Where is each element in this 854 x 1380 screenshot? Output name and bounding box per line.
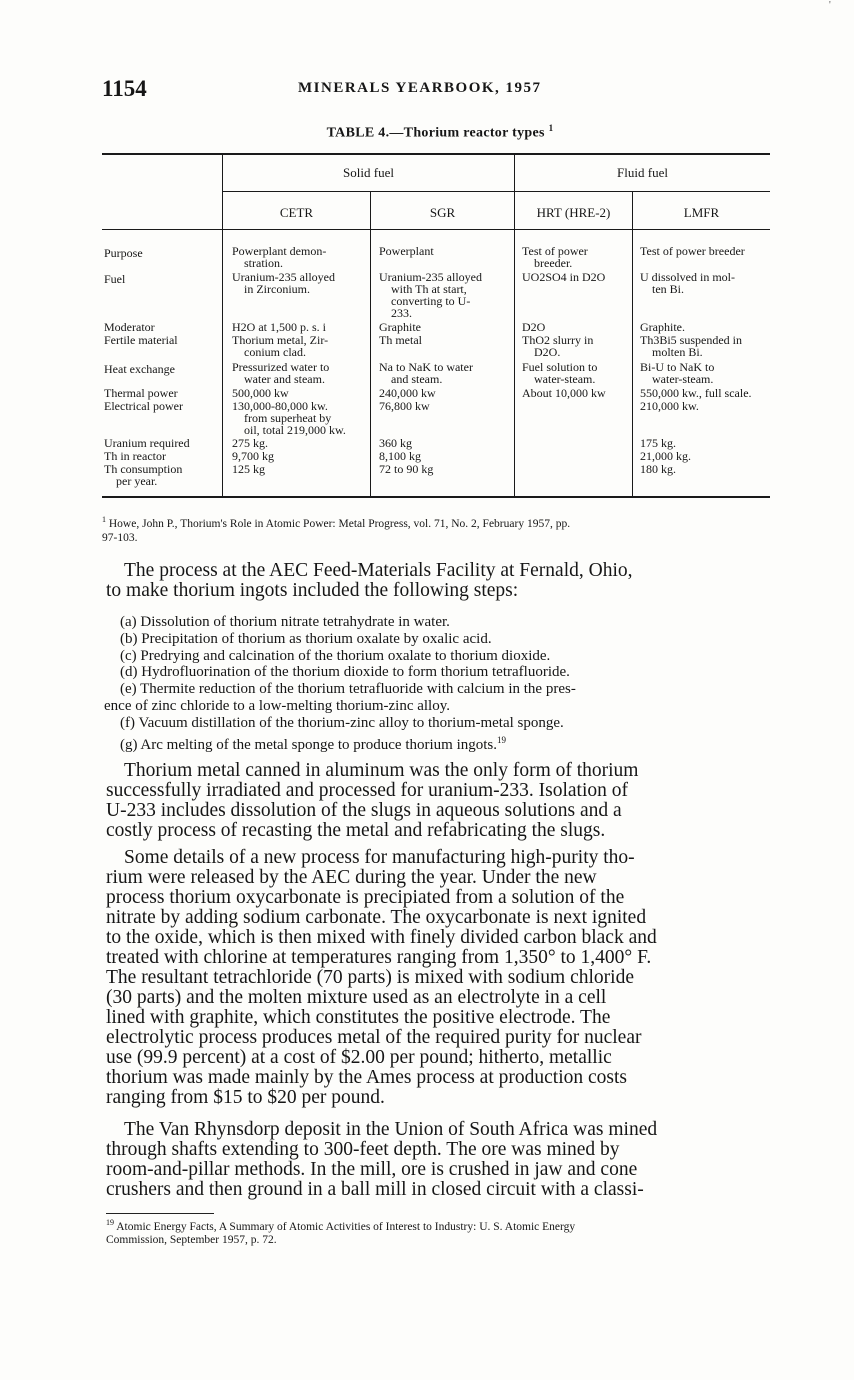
cell-line: 125 kg bbox=[232, 462, 265, 476]
cell-fertile-lmfr bbox=[640, 334, 742, 358]
column-header-lmfr: LMFR bbox=[683, 205, 720, 220]
table-caption-text: TABLE 4.—Thorium reactor types bbox=[326, 125, 545, 141]
corner-mark: ' bbox=[829, 0, 831, 11]
cell-line: UO2SO4 in D2O bbox=[522, 270, 606, 284]
cell-line: 76,800 kw bbox=[379, 399, 430, 413]
cell-thermal-lmfr bbox=[640, 387, 752, 399]
text-line: through shafts extending to 300-feet depth. The ore was mined by bbox=[106, 1139, 620, 1160]
cell-moderator-cetr bbox=[232, 321, 326, 333]
row-label-moderator bbox=[104, 321, 222, 333]
paragraph-thorium-metal bbox=[106, 761, 778, 841]
cell-line: Th metal bbox=[379, 333, 422, 347]
cell-line: 550,000 kw., full scale. bbox=[640, 386, 752, 400]
cell-thcons-cetr bbox=[232, 463, 265, 475]
text-line: costly process of recasting the metal and refabricating the slugs. bbox=[106, 820, 606, 841]
cell-line: Na to NaK to water bbox=[379, 360, 473, 374]
cell-line: from superheat by bbox=[244, 411, 332, 425]
text-line: lined with graphite, which constitutes the positive electrode. The bbox=[106, 1007, 611, 1028]
row-label-electrical-power bbox=[104, 400, 222, 412]
row-label-uranium-required bbox=[104, 437, 222, 449]
row-label-text: Th in reactor bbox=[104, 449, 166, 463]
cell-thermal-hrt bbox=[522, 387, 606, 399]
column-header-rule bbox=[102, 229, 770, 230]
cell-moderator-sgr bbox=[379, 321, 421, 333]
text-line: nitrate by adding sodium carbonate. The oxycarbonate is next ignited bbox=[106, 907, 647, 928]
cell-purpose-hrt bbox=[522, 245, 588, 269]
cell-purpose-sgr bbox=[379, 245, 434, 257]
column-header-hrt: HRT (HRE-2) bbox=[536, 205, 611, 220]
cell-line: 21,000 kg. bbox=[640, 449, 691, 463]
row-label-text: per year. bbox=[116, 474, 158, 488]
text-line: room-and-pillar methods. In the mill, ore is crushed in jaw and cone bbox=[106, 1159, 638, 1180]
cell-uranium-lmfr bbox=[640, 437, 676, 449]
row-label-text: Fertile material bbox=[104, 333, 178, 347]
cell-line: Powerplant bbox=[379, 244, 434, 258]
cell-line: molten Bi. bbox=[652, 345, 703, 359]
table-footnote-mark: 1 bbox=[102, 515, 106, 524]
cell-line: with Th at start, bbox=[391, 282, 467, 296]
footnote-ref-19: 19 bbox=[497, 734, 507, 745]
cell-line: Fuel solution to bbox=[522, 360, 598, 374]
row-label-text: Purpose bbox=[104, 246, 143, 260]
cell-line: Uranium-235 alloyed bbox=[232, 270, 335, 284]
table-footnote-line: Howe, John P., Thorium's Role in Atomic Power: Metal Progress, vol. 71, No. 2, February 1957, pp. bbox=[108, 517, 571, 530]
cell-line: water-steam. bbox=[652, 372, 714, 386]
text-line: The Van Rhynsdorp deposit in the Union of South Africa was mined bbox=[124, 1119, 658, 1140]
table-top-rule bbox=[102, 153, 770, 155]
process-step: (f) Vacuum distillation of the thorium-zinc alloy to thorium-metal sponge. bbox=[120, 714, 564, 731]
cell-line: Th3Bi5 suspended in bbox=[640, 333, 742, 347]
cell-electrical-lmfr bbox=[640, 400, 699, 412]
cell-heat-hrt bbox=[522, 361, 597, 385]
process-step-text: (g) Arc melting of the metal sponge to produce thorium ingots. bbox=[120, 736, 498, 753]
cell-line: Test of power breeder bbox=[640, 244, 745, 258]
cell-line: About 10,000 kw bbox=[522, 386, 606, 400]
column-header-sgr: SGR bbox=[429, 205, 456, 220]
cell-electrical-sgr bbox=[379, 400, 430, 412]
cell-purpose-cetr bbox=[232, 245, 326, 269]
cell-purpose-lmfr bbox=[640, 245, 745, 257]
text-line: use (99.9 percent) at a cost of $2.00 per pound; hitherto, metallic bbox=[106, 1047, 612, 1068]
cell-line: converting to U- bbox=[391, 294, 471, 308]
row-label-fertile-material bbox=[104, 334, 222, 346]
cell-threactor-lmfr bbox=[640, 450, 691, 462]
cell-line: H2O at 1,500 p. s. i bbox=[232, 320, 326, 334]
process-step: (e) Thermite reduction of the thorium tetrafluoride with calcium in the pres- bbox=[120, 681, 576, 698]
cell-line: U dissolved in mol- bbox=[640, 270, 735, 284]
text-line: treated with chlorine at temperatures ranging from 1,350° to 1,400° F. bbox=[106, 947, 652, 968]
row-label-text: Thermal power bbox=[104, 386, 178, 400]
cell-line: in Zirconium. bbox=[244, 282, 310, 296]
cell-moderator-lmfr bbox=[640, 321, 685, 333]
process-step-last bbox=[120, 732, 780, 754]
cell-line: 8,100 kg bbox=[379, 449, 421, 463]
process-step: (d) Hydrofluorination of the thorium dioxide to form thorium tetrafluoride. bbox=[120, 664, 570, 681]
cell-uranium-sgr bbox=[379, 437, 412, 449]
cell-fertile-cetr bbox=[232, 334, 328, 358]
cell-line: Graphite bbox=[379, 320, 421, 334]
row-label-text: Th consumption bbox=[104, 462, 183, 476]
cell-fuel-cetr bbox=[232, 271, 335, 295]
cell-line: ThO2 slurry in bbox=[522, 333, 594, 347]
intro-paragraph bbox=[106, 561, 778, 601]
process-steps-list bbox=[104, 614, 780, 753]
text-line: Some details of a new process for manufacturing high-purity tho- bbox=[124, 847, 635, 868]
text-line: U-233 includes dissolution of the slugs in aqueous solutions and a bbox=[106, 800, 622, 821]
cell-line: Powerplant demon- bbox=[232, 244, 327, 258]
cell-line: 500,000 kw bbox=[232, 386, 289, 400]
running-head: MINERALS YEARBOOK, 1957 bbox=[298, 80, 542, 96]
cell-moderator-hrt bbox=[522, 321, 545, 333]
text-line: successfully irradiated and processed for uranium-233. Isolation of bbox=[106, 780, 629, 801]
table-bottom-rule bbox=[102, 496, 770, 498]
text-line: electrolytic process produces metal of the required purity for nuclear bbox=[106, 1027, 642, 1048]
table-caption bbox=[100, 123, 780, 142]
row-label-text: Heat exchange bbox=[104, 362, 175, 376]
cell-fuel-lmfr bbox=[640, 271, 735, 295]
process-step-continuation: ence of zinc chloride to a low-melting thorium-zinc alloy. bbox=[104, 697, 450, 714]
footnote-text: Atomic Energy Facts, A Summary of Atomic Activities of Interest to Industry: U. S. Atomic Energy bbox=[116, 1220, 576, 1233]
footnote-rule bbox=[106, 1213, 214, 1214]
footnote-line bbox=[106, 1216, 786, 1234]
cell-heat-sgr bbox=[379, 361, 473, 385]
table-footnote-line: 97-103. bbox=[102, 531, 138, 544]
text-line: ranging from $15 to $20 per pound. bbox=[106, 1087, 385, 1108]
table-caption-footnote-mark: 1 bbox=[548, 123, 554, 133]
cell-threactor-cetr bbox=[232, 450, 274, 462]
thorium-reactor-table bbox=[102, 153, 770, 498]
paragraph-new-process bbox=[106, 848, 778, 1108]
cell-line: Pressurized water to bbox=[232, 360, 330, 374]
cell-line: conium clad. bbox=[244, 345, 306, 359]
cell-line: Test of power bbox=[522, 244, 588, 258]
row-label-th-in-reactor bbox=[104, 450, 222, 462]
cell-line: Bi-U to NaK to bbox=[640, 360, 715, 374]
group-header-rule bbox=[222, 191, 770, 192]
cell-line: 210,000 kw. bbox=[640, 399, 699, 413]
cell-fertile-hrt bbox=[522, 334, 593, 358]
cell-fuel-hrt bbox=[522, 271, 605, 283]
cell-line: 233. bbox=[391, 306, 412, 320]
footnote-19 bbox=[106, 1216, 786, 1247]
row-label-text: Uranium required bbox=[104, 436, 190, 450]
text-line: The resultant tetrachloride (70 parts) is mixed with sodium chloride bbox=[106, 967, 634, 988]
process-step: (c) Predrying and calcination of the thorium oxalate to thorium dioxide. bbox=[120, 647, 551, 664]
text-line: crushers and then ground in a ball mill in closed circuit with a classi- bbox=[106, 1179, 644, 1200]
footnote-19-mark: 19 bbox=[106, 1218, 114, 1227]
text-line: The process at the AEC Feed-Materials Facility at Fernald, Ohio, bbox=[124, 560, 633, 581]
footnote-line: Commission, September 1957, p. 72. bbox=[106, 1233, 277, 1246]
text-line: Thorium metal canned in aluminum was the only form of thorium bbox=[124, 760, 639, 781]
cell-fertile-sgr bbox=[379, 334, 422, 346]
cell-heat-lmfr bbox=[640, 361, 714, 385]
cell-line: 360 kg bbox=[379, 436, 412, 450]
cell-line: and steam. bbox=[391, 372, 443, 386]
cell-line: 130,000-80,000 kw. bbox=[232, 399, 328, 413]
cell-line: breeder. bbox=[534, 256, 573, 270]
row-label-th-consumption bbox=[104, 463, 222, 487]
cell-line: oil, total 219,000 kw. bbox=[244, 423, 346, 437]
text-line: to make thorium ingots included the following steps: bbox=[106, 580, 519, 601]
group-header-fluid-fuel: Fluid fuel bbox=[617, 165, 668, 180]
text-line: (30 parts) and the molten mixture used as an electrolyte in a cell bbox=[106, 987, 607, 1008]
cell-line: Uranium-235 alloyed bbox=[379, 270, 482, 284]
row-label-text: Fuel bbox=[104, 272, 126, 286]
cell-line: stration. bbox=[244, 256, 283, 270]
cell-thcons-lmfr bbox=[640, 463, 676, 475]
cell-thermal-sgr bbox=[379, 387, 436, 399]
text-line: thorium was made mainly by the Ames process at production costs bbox=[106, 1067, 627, 1088]
cell-line: D2O. bbox=[534, 345, 561, 359]
cell-line: 175 kg. bbox=[640, 436, 676, 450]
text-line: rium were released by the AEC during the year. Under the new bbox=[106, 867, 597, 888]
cell-heat-cetr bbox=[232, 361, 329, 385]
cell-thermal-cetr bbox=[232, 387, 289, 399]
cell-line: 9,700 kg bbox=[232, 449, 274, 463]
page-number: 1154 bbox=[102, 76, 147, 101]
cell-line: ten Bi. bbox=[652, 282, 684, 296]
cell-line: Thorium metal, Zir- bbox=[232, 333, 329, 347]
cell-threactor-sgr bbox=[379, 450, 421, 462]
cell-line: water and steam. bbox=[244, 372, 325, 386]
row-label-heat-exchange bbox=[104, 363, 222, 375]
row-label-thermal-power bbox=[104, 387, 222, 399]
text-line: to the oxide, which is then mixed with finely divided carbon black and bbox=[106, 927, 657, 948]
text-line: process thorium oxycarbonate is precipiated from a solution of the bbox=[106, 887, 625, 908]
cell-line: 180 kg. bbox=[640, 462, 676, 476]
page-header bbox=[102, 76, 782, 102]
row-label-text: Electrical power bbox=[104, 399, 183, 413]
table-footnote bbox=[102, 513, 782, 545]
cell-electrical-cetr bbox=[232, 400, 346, 436]
cell-uranium-cetr bbox=[232, 437, 268, 449]
cell-line: D2O bbox=[522, 320, 546, 334]
process-step: (b) Precipitation of thorium as thorium oxalate by oxalic acid. bbox=[120, 630, 492, 647]
cell-line: water-steam. bbox=[534, 372, 596, 386]
group-header-solid-fuel: Solid fuel bbox=[343, 165, 394, 180]
paragraph-van-rhynsdorp bbox=[106, 1120, 778, 1200]
column-divider-1 bbox=[370, 192, 371, 496]
process-step: (a) Dissolution of thorium nitrate tetrahydrate in water. bbox=[120, 614, 450, 630]
cell-thcons-sgr bbox=[379, 463, 433, 475]
column-divider-3 bbox=[632, 192, 633, 496]
cell-line: 240,000 kw bbox=[379, 386, 436, 400]
row-label-purpose bbox=[104, 247, 222, 259]
cell-line: 72 to 90 kg bbox=[379, 462, 434, 476]
cell-line: 275 kg. bbox=[232, 436, 268, 450]
column-header-cetr: CETR bbox=[279, 205, 314, 220]
row-label-text: Moderator bbox=[104, 320, 155, 334]
cell-line: Graphite. bbox=[640, 320, 685, 334]
cell-fuel-sgr bbox=[379, 271, 482, 319]
row-label-fuel bbox=[104, 273, 222, 285]
